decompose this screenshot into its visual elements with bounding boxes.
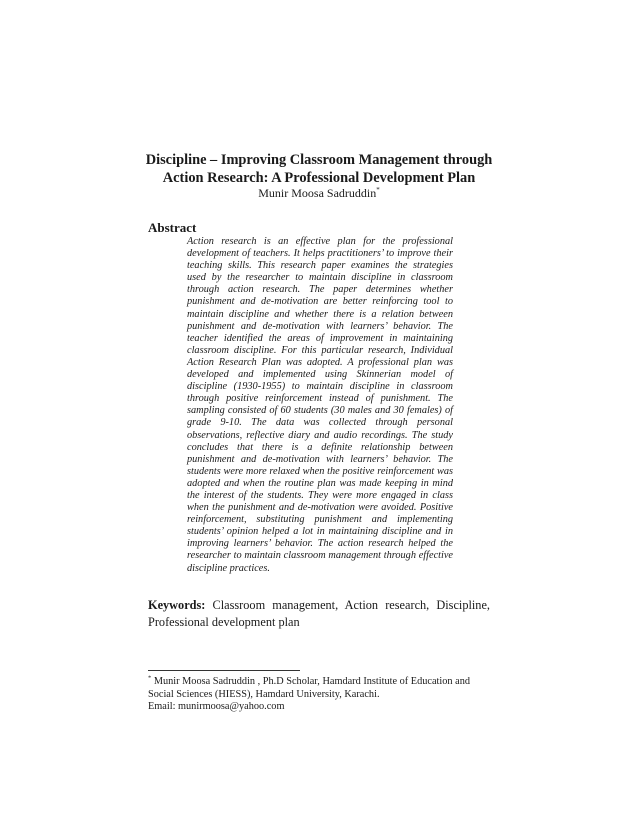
footnote-mark: * [148, 674, 152, 682]
abstract-text: Action research is an effective plan for the professional development of teachers. It helps practitioners’ to improve their teaching skills. This research paper examines the strategies used by the researcher to maintain discipline in classroom through action research. The paper determines whether punishment and de-motivation are better reinforcing tool to maintain discipline and whether there is a relation between punishment and de-motivation with learners’ behavior. The teacher identified the areas of improvement in maintaining classroom discipline. For this particular research, Individual Action Research Plan was adopted. A professional plan was developed and implemented using Skinnerian model of discipline (1930-1955) to maintain discipline in classroom through positive reinforcement instead of punishment. The sampling consisted of 60 students (30 males and 30 females) of grade 9-10. The data was collected through personal observations, reflective diary and audio recordings. The study concludes that there is a definite relationship between punishment and de-motivation with learners’ behavior. The students were more relaxed when the positive reinforcement was adopted and when the routine plan was made keeping in mind the interest of the students. They were more engaged in class when the punishment and de-motivation were avoided. Positive reinforcement, substituting punishment and implementing students’ opinion helped a lot in maintaining discipline and in improving learners’ behavior. The action research helped the researcher to maintain classroom management through effective discipline practices. [187, 236, 453, 574]
footnote [148, 676, 493, 714]
author-footnote-mark: * [376, 186, 380, 194]
keywords-paragraph [148, 597, 490, 631]
abstract-heading: Abstract [148, 220, 197, 235]
author-name: Munir Moosa Sadruddin [258, 186, 377, 200]
footnote-line-1-text: Munir Moosa Sadruddin , Ph.D Scholar, Hamdard Institute of Education and [153, 676, 470, 687]
author-line [140, 186, 498, 200]
footnote-line-2: Social Sciences (HIESS), Hamdard University, Karachi. [148, 688, 380, 700]
keywords-text: Classroom management, Action research, Discipline, Professional development plan [148, 598, 490, 629]
paper-title [140, 151, 498, 187]
footnote-line-3: Email: munirmoosa@yahoo.com [148, 701, 285, 713]
title-line-2: Action Research: A Professional Development Plan [162, 170, 476, 186]
footnote-line-1 [148, 676, 493, 689]
keywords-label: Keywords: [148, 598, 206, 612]
title-line-1: Discipline – Improving Classroom Management through [145, 152, 493, 168]
footnote-divider [148, 670, 300, 671]
